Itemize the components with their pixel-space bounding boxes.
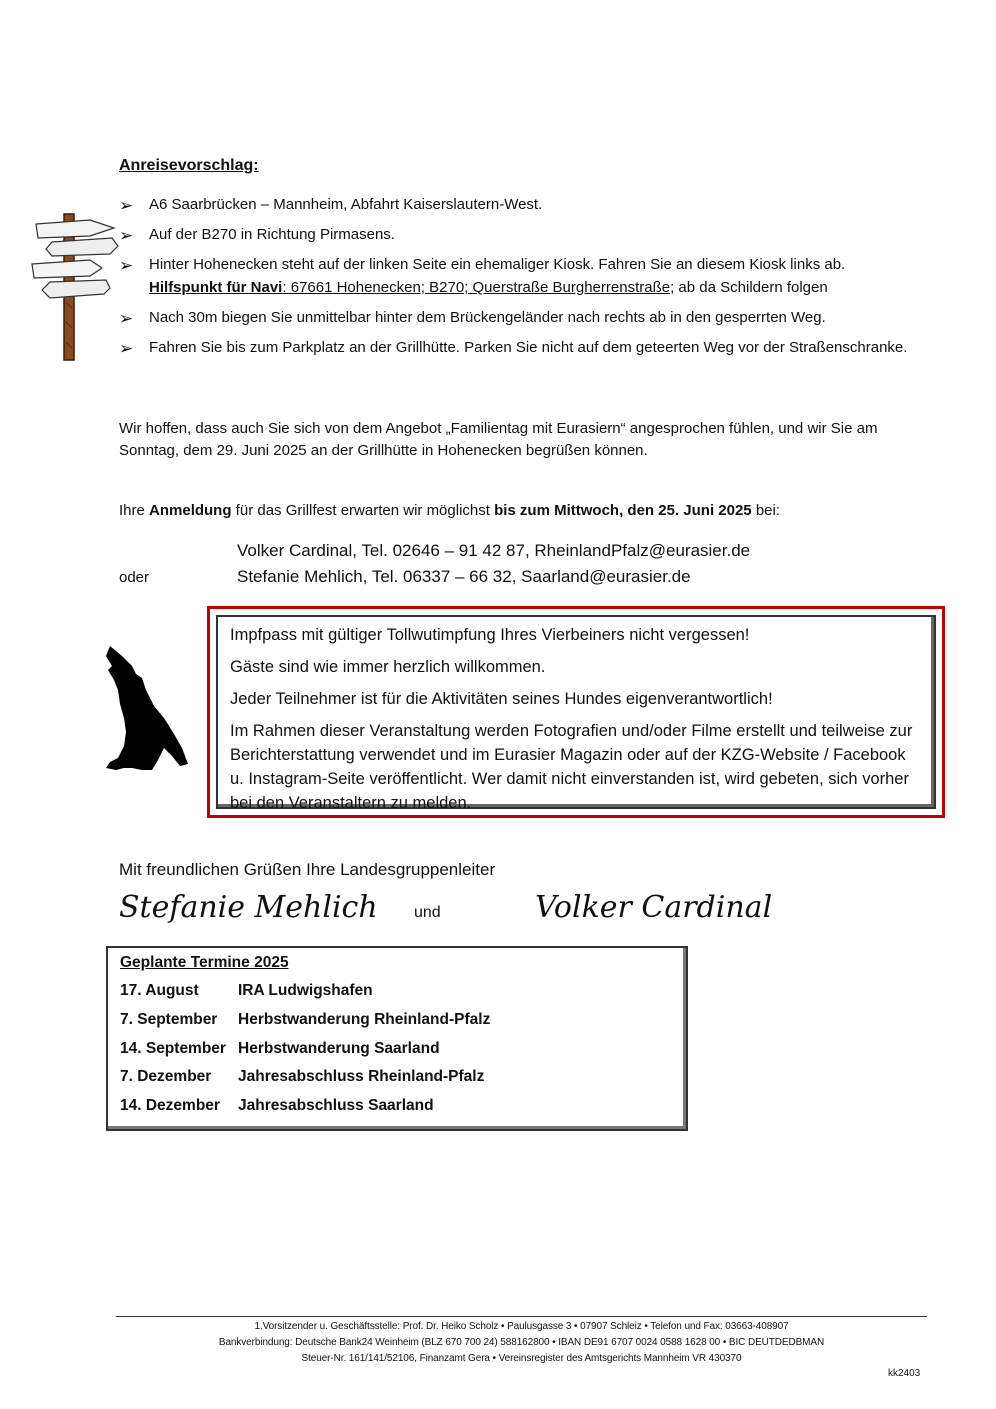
signature-stefanie: Stefanie Mehlich [119,890,378,925]
notice-vaccination: Impfpass mit gültiger Tollwutimpfung Ihres Vierbeiners nicht vergessen! [230,626,750,644]
navi-address: : 67661 Hohenecken; B270; Querstraße Burgherrenstraße [282,279,671,296]
arrowhead-bullet-icon: ➢ [119,256,134,275]
table-row: 7. September Herbstwanderung Rheinland-Pfalz [120,1011,491,1028]
table-row: 7. Dezember Jahresabschluss Rheinland-Pfalz [120,1068,485,1085]
arrowhead-bullet-icon: ➢ [119,339,134,358]
signature-volker: Volker Cardinal [535,890,773,925]
list-item: ➢ Nach 30m biegen Sie unmittelbar hinter dem Brückengeländer nach rechts ab in den gesperrten Weg. [119,305,919,330]
arrowhead-bullet-icon: ➢ [119,196,134,215]
notice-box [207,606,945,818]
registration-paragraph: Ihre Anmeldung für das Grillfest erwarten wir möglichst bis zum Mittwoch, den 25. Juni 2025 bei: [119,502,781,519]
list-item: ➢ Hinter Hohenecken steht auf der linken Seite ein ehemaliger Kiosk. Fahren Sie an diesem Kiosk links ab. [119,252,919,277]
arrowhead-bullet-icon: ➢ [119,309,134,328]
document-code: kk2403 [888,1368,921,1379]
list-item: ➢ A6 Saarbrücken – Mannheim, Abfahrt Kaiserslautern-West. [119,192,919,217]
greeting: Mit freundlichen Grüßen Ihre Landesgruppenleiter [119,860,496,879]
footer-divider [116,1316,927,1317]
events-box [106,946,688,1131]
notice-guests: Gäste sind wie immer herzlich willkommen. [230,658,546,676]
signature-and: und [414,904,441,921]
section-heading: Anreisevorschlag: [119,157,259,174]
footer-line-1: 1.Vorsitzender u. Geschäftsstelle: Prof. Dr. Heiko Scholz • Paulusgasse 3 • 07907 Schleiz • Telefon und Fax: 03663-408907 [254,1321,789,1332]
footer-line-2: Bankverbindung: Deutsche Bank24 Weinheim (BLZ 670 700 24) 588162800 • IBAN DE91 6707 0024 0588 1628 00 • BIC DEUTDEDBMAN [218,1337,825,1348]
list-item: ➢ Fahren Sie bis zum Parkplatz an der Grillhütte. Parken Sie nicht auf dem geteerten Weg vor der Straßenschranke. [119,335,919,360]
notice-responsibility: Jeder Teilnehmer ist für die Aktivitäten seines Hundes eigenverantwortlich! [230,690,773,708]
directions-list [119,192,919,365]
contact-volker: Volker Cardinal, Tel. 02646 – 91 42 87, RheinlandPfalz@eurasier.de [237,541,751,560]
signpost-icon [30,212,122,362]
table-row: 17. August IRA Ludwigshafen [120,982,373,999]
arrowhead-bullet-icon: ➢ [119,226,134,245]
events-title: Geplante Termine 2025 [120,954,289,971]
navi-label: Hilfspunkt für Navi [149,279,283,296]
navi-hint: Hilfspunkt für Navi: 67661 Hohenecken; B270; Querstraße Burgherrenstraße; ab da Schildern folgen [149,279,828,296]
howling-wolf-icon [102,644,192,774]
table-row: 14. Dezember Jahresabschluss Saarland [120,1097,434,1114]
table-row: 14. September Herbstwanderung Saarland [120,1040,440,1057]
list-item: ➢ Auf der B270 in Richtung Pirmasens. [119,222,919,247]
or-label: oder [119,569,150,586]
hope-paragraph: Wir hoffen, dass auch Sie sich von dem Angebot „Familientag mit Eurasiern“ angesprochen fühlen, und wir Sie am Sonntag, dem 29. Juni 2025 an der Grillhütte in Hohenecken begrüßen können. [119,420,878,459]
notice-photos: Im Rahmen dieser Veranstaltung werden Fotografien und/oder Filme erstellt und teilweise zur Berichterstattung verwendet und im Eurasier Magazin oder auf der KZG-Website / Facebook u. Instagram-Seite veröffentlicht. Wer damit nicht einverstanden ist, wird gebeten, sich vorher bei den Veranstaltern zu melden. [230,722,913,812]
contact-stefanie: Stefanie Mehlich, Tel. 06337 – 66 32, Saarland@eurasier.de [237,567,691,586]
footer-line-3: Steuer-Nr. 161/141/52106, Finanzamt Gera • Vereinsregister des Amtsgerichts Mannheim VR 430370 [301,1353,742,1364]
